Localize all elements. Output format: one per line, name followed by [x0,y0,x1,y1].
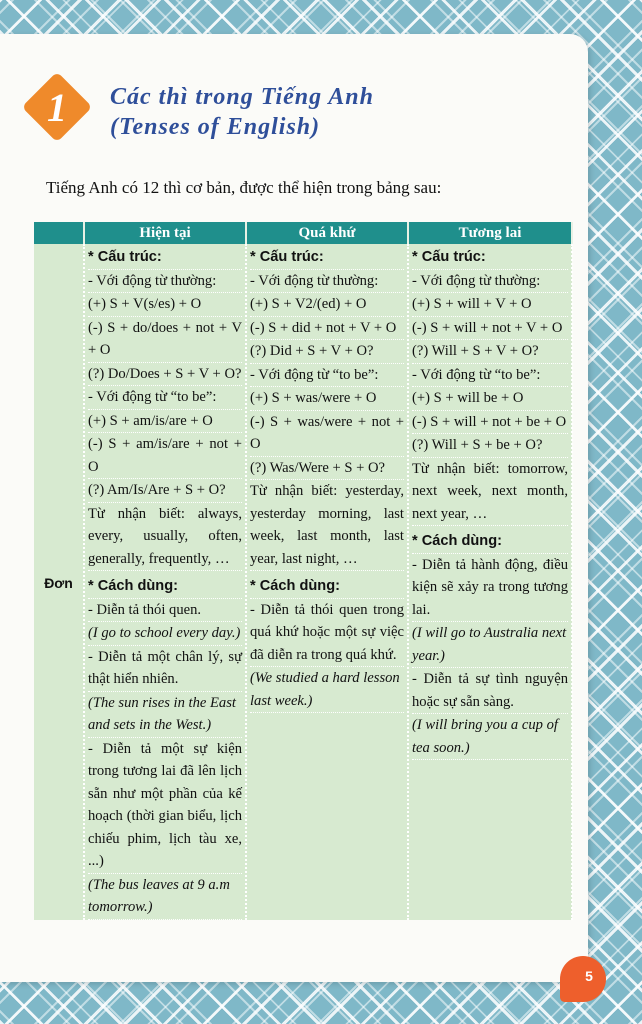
past-line: (?) Did + S + V + O? [250,340,404,364]
present-usage-text: - Diễn tả thói quen. [88,599,242,623]
page-number: 5 [585,968,593,984]
future-usage-example: (I will go to Australia next year.) [412,622,568,668]
past-usage-label: * Cách dùng: [250,575,404,599]
future-line: (+) S + will be + O [412,387,568,411]
present-line: (-) S + am/is/are + not + O [88,433,242,479]
title-line-2: (Tenses of English) [110,114,321,140]
past-line: (?) Was/Were + S + O? [250,457,404,481]
future-usage-example: (I will bring you a cup of tea soon.) [412,714,568,760]
section-title [110,82,530,142]
future-line: - Với động từ “to be”: [412,364,568,388]
past-signal-words: Từ nhận biết: yesterday, yesterday morning, last week, last month, last year, last night, … [250,480,404,571]
present-line: (+) S + V(s/es) + O [88,293,242,317]
cell-present [84,244,246,920]
past-usage-text: - Diễn tả thói quen trong quá khứ hoặc một sự việc đã diễn ra trong quá khứ. [250,599,404,668]
future-line: (-) S + will + not + be + O [412,411,568,435]
present-usage-example: (The sun rises in the East and sets in the West.) [88,692,242,738]
header-past: Quá khứ [246,222,408,244]
past-structure-label: * Cấu trúc: [250,246,404,270]
present-signal-words: Từ nhận biết: always, every, usually, often, generally, frequently, … [88,503,242,572]
future-line: (+) S + will + V + O [412,293,568,317]
cell-past [246,244,408,920]
future-line: (-) S + will + not + V + O [412,317,568,341]
present-line: - Với động từ “to be”: [88,386,242,410]
row-label-simple: Đơn [34,244,84,920]
past-line: - Với động từ “to be”: [250,364,404,388]
present-line: (-) S + do/does + not + V + O [88,317,242,363]
table-row-simple [34,244,572,920]
title-line-1: Các thì trong Tiếng Anh [110,84,374,110]
header-present: Hiện tại [84,222,246,244]
future-line: (?) Will + S + be + O? [412,434,568,458]
section-number: 1 [47,85,67,130]
section-number-badge [22,72,92,142]
page-number-badge [560,956,606,1002]
past-line: (-) S + did + not + V + O [250,317,404,341]
present-usage-label: * Cách dùng: [88,575,242,599]
future-usage-text: - Diễn tả hành động, điều kiện sẽ xảy ra trong tương lai. [412,554,568,623]
present-line: (?) Am/Is/Are + S + O? [88,479,242,503]
future-usage-text: - Diễn tả sự tình nguyện hoặc sự sẵn sàng. [412,668,568,714]
past-line: (-) S + was/were + not + O [250,411,404,457]
future-line: - Với động từ thường: [412,270,568,294]
present-line: (+) S + am/is/are + O [88,410,242,434]
future-signal-words: Từ nhận biết: tomorrow, next week, next month, next year, … [412,458,568,527]
intro-text: Tiếng Anh có 12 thì cơ bản, được thể hiện trong bảng sau: [46,178,442,197]
tenses-table [34,222,573,920]
header-empty [34,222,84,244]
future-line: (?) Will + S + V + O? [412,340,568,364]
present-usage-example: (I go to school every day.) [88,622,242,646]
present-usage-example: (The bus leaves at 9 a.m tomorrow.) [88,874,242,920]
cell-future [408,244,572,920]
present-usage-text: - Diễn tả một chân lý, sự thật hiển nhiên. [88,646,242,692]
future-usage-label: * Cách dùng: [412,530,568,554]
table-header-row [34,222,572,244]
header-future: Tương lai [408,222,572,244]
present-line: (?) Do/Does + S + V + O? [88,363,242,387]
past-usage-example: (We studied a hard lesson last week.) [250,667,404,713]
future-structure-label: * Cấu trúc: [412,246,568,270]
present-usage-text: - Diễn tả một sự kiện trong tương lai đã lên lịch sẵn như một phần của kế hoạch (thời gian biểu, lịch chiếu phim, lịch tàu xe, ...) [88,738,242,874]
present-structure-label: * Cấu trúc: [88,246,242,270]
present-line: - Với động từ thường: [88,270,242,294]
past-line: - Với động từ thường: [250,270,404,294]
past-line: (+) S + was/were + O [250,387,404,411]
past-line: (+) S + V2/(ed) + O [250,293,404,317]
